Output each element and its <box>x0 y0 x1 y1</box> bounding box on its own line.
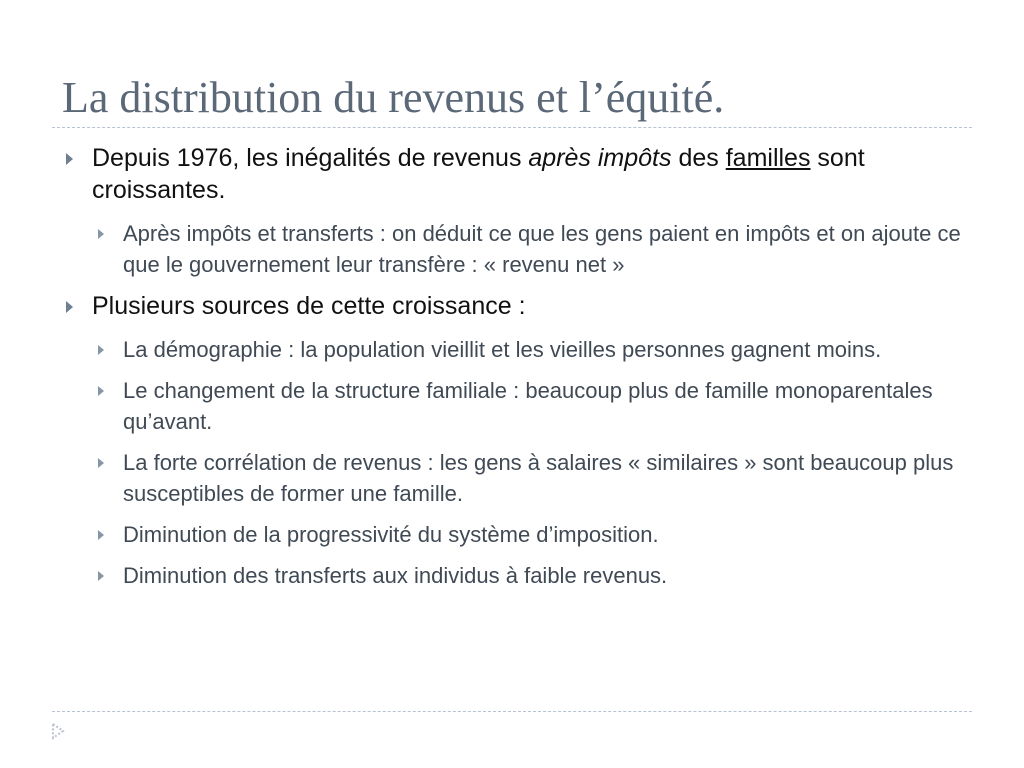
footer-divider <box>52 711 972 712</box>
bullet-level2-item <box>62 560 967 591</box>
triangle-bullet-icon <box>98 458 104 468</box>
bullet-level1-inequality <box>62 142 967 206</box>
bullet-text: Après impôts et transferts : on déduit ce que les gens paient en impôts et on ajoute ce que le gouvernement leur transfère : « revenu net » <box>123 221 961 277</box>
triangle-bullet-icon <box>98 530 104 540</box>
bullet-text: Plusieurs sources de cette croissance : <box>92 292 526 320</box>
bullet-text: Diminution de la progressivité du système d’imposition. <box>123 522 659 547</box>
bullet-level2-item <box>62 519 967 550</box>
bullet-text: La démographie : la population vieillit et les vieilles personnes gagnent moins. <box>123 337 882 362</box>
slide-body <box>62 142 967 601</box>
triangle-bullet-icon <box>66 153 73 165</box>
slide-title: La distribution du revenus et l’équité. <box>62 73 725 122</box>
bullet-text-part: Depuis 1976, les inégalités de revenus <box>92 144 529 172</box>
bullet-level2-item <box>62 447 967 509</box>
title-divider <box>52 127 972 128</box>
underlined-families: familles <box>725 144 811 172</box>
triangle-bullet-icon <box>98 345 104 355</box>
triangle-bullet-icon <box>66 301 73 313</box>
bullet-text: Le changement de la structure familiale : beaucoup plus de famille monoparentales qu’avant. <box>123 378 933 434</box>
emphasis-after-tax: après impôts <box>528 144 672 172</box>
bullet-level2-item <box>62 375 967 437</box>
slide-navigation-icon[interactable] <box>50 722 66 740</box>
triangle-bullet-icon <box>98 386 104 396</box>
triangle-bullet-icon <box>98 229 104 239</box>
triangle-bullet-icon <box>98 571 104 581</box>
bullet-level2-item <box>62 334 967 365</box>
bullet-level1-sources <box>62 290 967 322</box>
bullet-level2-item <box>62 218 967 280</box>
bullet-text-part: des <box>671 144 726 172</box>
bullet-text-part: sont croissantes. <box>92 144 865 204</box>
bullet-text: Diminution des transferts aux individus à faible revenus. <box>123 563 668 588</box>
bullet-text: La forte corrélation de revenus : les gens à salaires « similaires » sont beaucoup plus susceptibles de former une famille. <box>123 450 954 506</box>
